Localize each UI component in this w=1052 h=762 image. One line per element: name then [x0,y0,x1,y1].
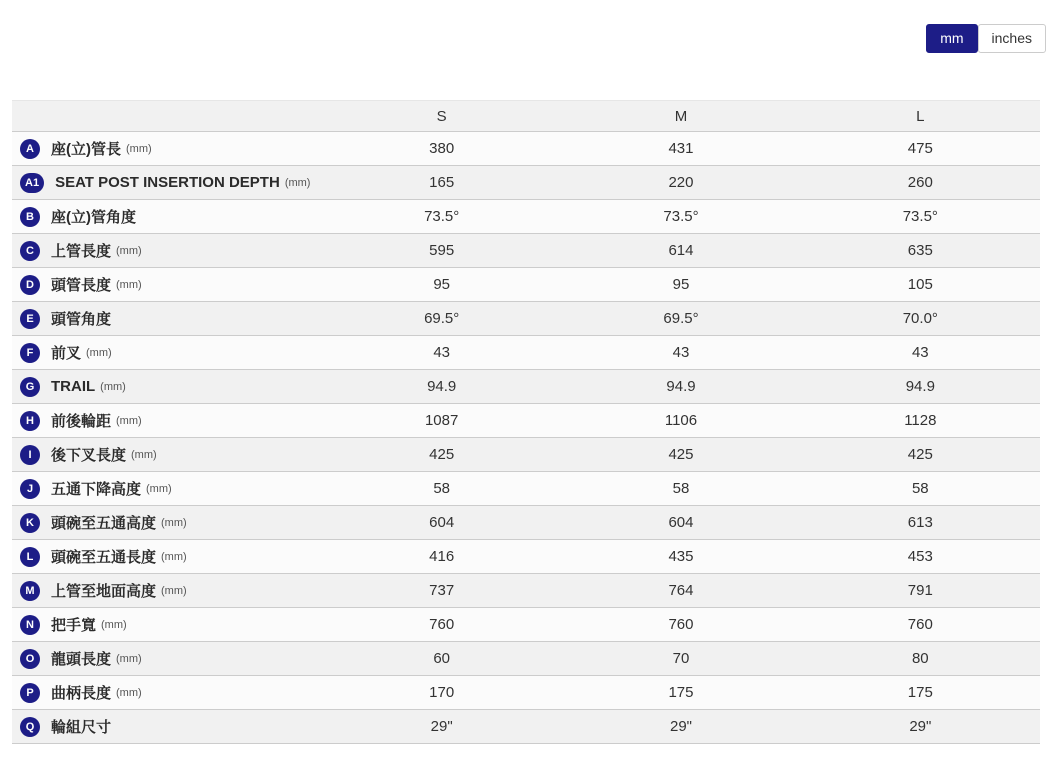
row-letter-badge: A [20,139,40,159]
header-size-s: S [436,107,447,125]
value-size-m: 435 [668,548,694,565]
row-label-cell [12,512,322,533]
geometry-table [12,100,1040,744]
row-letter-badge: Q [20,717,40,737]
value-size-s: 95 [433,276,450,293]
value-size-s: 94.9 [427,378,457,395]
row-label-cell [12,716,322,737]
value-size-s: 1087 [424,412,459,429]
row-label-cell [12,206,322,227]
row-label: 上管長度 [51,243,112,260]
row-label-cell [12,410,322,431]
row-letter-badge: I [20,445,40,465]
row-label: 前後輪距 [51,413,112,430]
row-label-cell [12,580,322,601]
row-label: 把手寬 [51,617,97,634]
row-unit: (mm) [116,652,142,665]
row-label-cell [12,478,322,499]
table-row [12,132,1040,166]
row-unit: (mm) [131,448,157,461]
value-size-s: 380 [429,140,455,157]
row-letter-badge: D [20,275,40,295]
row-label: 龍頭長度 [51,651,112,668]
value-size-s: 29" [430,718,453,735]
row-label-cell [12,342,322,363]
value-size-m: 70 [672,650,690,667]
value-size-m: 95 [672,276,690,293]
row-unit: (mm) [86,346,112,359]
row-letter-badge: E [20,309,40,329]
row-unit: (mm) [116,686,142,699]
table-row [12,166,1040,200]
value-size-l: 70.0° [902,310,938,327]
row-letter-badge: G [20,377,40,397]
value-size-m: 175 [668,684,694,701]
row-letter-badge: B [20,207,40,227]
row-letter-badge: H [20,411,40,431]
value-size-l: 58 [911,480,929,497]
row-label: 前叉 [51,345,82,362]
row-label: 頭管長度 [51,277,112,294]
value-size-m: 760 [668,616,694,633]
value-size-l: 73.5° [902,208,938,225]
value-size-l: 29" [909,718,932,735]
value-size-s: 604 [429,514,455,531]
row-unit: (mm) [100,380,126,393]
value-size-s: 58 [433,480,450,497]
row-label-cell [12,614,322,635]
value-size-l: 1128 [904,412,937,429]
row-label: 頭管角度 [51,311,112,328]
row-label: 五通下降高度 [51,481,142,498]
row-label-cell [12,274,322,295]
value-size-s: 737 [429,582,455,599]
row-letter-badge: A1 [20,173,44,193]
value-size-s: 425 [429,446,455,463]
value-size-l: 175 [907,684,933,701]
value-size-m: 73.5° [663,208,699,225]
row-letter-badge: F [20,343,40,363]
value-size-s: 60 [433,650,450,667]
row-letter-badge: C [20,241,40,261]
row-label-cell [12,173,322,193]
value-size-m: 614 [668,242,694,259]
value-size-m: 604 [668,514,694,531]
row-label-cell [12,377,322,397]
value-size-l: 613 [907,514,933,531]
table-row [12,608,1040,642]
table-header-row [12,100,1040,132]
header-size-l: L [916,107,925,125]
value-size-s: 170 [429,684,455,701]
table-row [12,540,1040,574]
value-size-l: 760 [907,616,933,633]
row-unit: (mm) [161,516,187,529]
value-size-m: 29" [669,718,692,735]
table-row [12,676,1040,710]
row-label-cell [12,682,322,703]
row-unit: (mm) [284,176,311,189]
row-label-cell [12,240,322,261]
value-size-m: 58 [672,480,690,497]
header-size-m: M [674,107,688,125]
row-unit: (mm) [116,244,142,257]
value-size-l: 425 [907,446,933,463]
row-unit: (mm) [116,414,142,427]
row-letter-badge: J [20,479,40,499]
row-label: SEAT POST INSERTION DEPTH [55,174,280,191]
table-row [12,268,1040,302]
value-size-l: 105 [907,276,933,293]
value-size-m: 425 [668,446,694,463]
table-row [12,234,1040,268]
row-letter-badge: N [20,615,40,635]
unit-toggle [926,24,1046,53]
value-size-l: 80 [911,650,929,667]
row-label-cell [12,138,322,159]
value-size-s: 73.5° [424,208,460,225]
row-label: 座(立)管長 [51,141,121,158]
value-size-l: 94.9 [905,378,935,395]
row-label: TRAIL [51,378,96,395]
value-size-m: 43 [672,344,690,361]
row-label: 輪組尺寸 [51,719,112,736]
value-size-m: 1106 [664,412,698,429]
value-size-s: 595 [429,242,455,259]
value-size-l: 43 [911,344,929,361]
row-unit: (mm) [146,482,172,495]
unit-inches-button[interactable]: inches [978,24,1046,53]
table-row [12,574,1040,608]
row-label: 頭碗至五通高度 [51,515,157,532]
unit-mm-button[interactable]: mm [926,24,977,53]
row-label-cell [12,648,322,669]
table-row [12,200,1040,234]
value-size-s: 760 [429,616,455,633]
value-size-m: 69.5° [663,310,699,327]
row-label-cell [12,444,322,465]
value-size-s: 43 [433,344,450,361]
value-size-m: 220 [668,174,694,191]
table-row [12,370,1040,404]
table-row [12,438,1040,472]
row-letter-badge: O [20,649,40,669]
value-size-l: 475 [907,140,933,157]
value-size-l: 453 [907,548,933,565]
table-row [12,472,1040,506]
table-row [12,710,1040,744]
row-label: 後下叉長度 [51,447,127,464]
row-letter-badge: M [20,581,40,601]
table-row [12,404,1040,438]
row-unit: (mm) [126,142,152,155]
value-size-l: 635 [907,242,933,259]
row-unit: (mm) [161,550,187,563]
row-label: 上管至地面高度 [51,583,157,600]
table-row [12,506,1040,540]
row-unit: (mm) [101,618,127,631]
value-size-l: 260 [907,174,933,191]
row-letter-badge: P [20,683,40,703]
row-label: 曲柄長度 [51,685,112,702]
value-size-l: 791 [907,582,933,599]
row-label-cell [12,546,322,567]
table-row [12,302,1040,336]
table-row [12,642,1040,676]
row-unit: (mm) [161,584,187,597]
row-letter-badge: L [20,547,40,567]
value-size-m: 94.9 [666,378,696,395]
row-letter-badge: K [20,513,40,533]
row-label: 座(立)管角度 [51,209,136,226]
row-label: 頭碗至五通長度 [51,549,157,566]
row-label-cell [12,308,322,329]
value-size-s: 416 [429,548,455,565]
value-size-s: 165 [429,174,455,191]
value-size-m: 431 [668,140,694,157]
row-unit: (mm) [116,278,142,291]
table-body [12,132,1040,744]
value-size-m: 764 [668,582,694,599]
value-size-s: 69.5° [424,310,460,327]
table-row [12,336,1040,370]
